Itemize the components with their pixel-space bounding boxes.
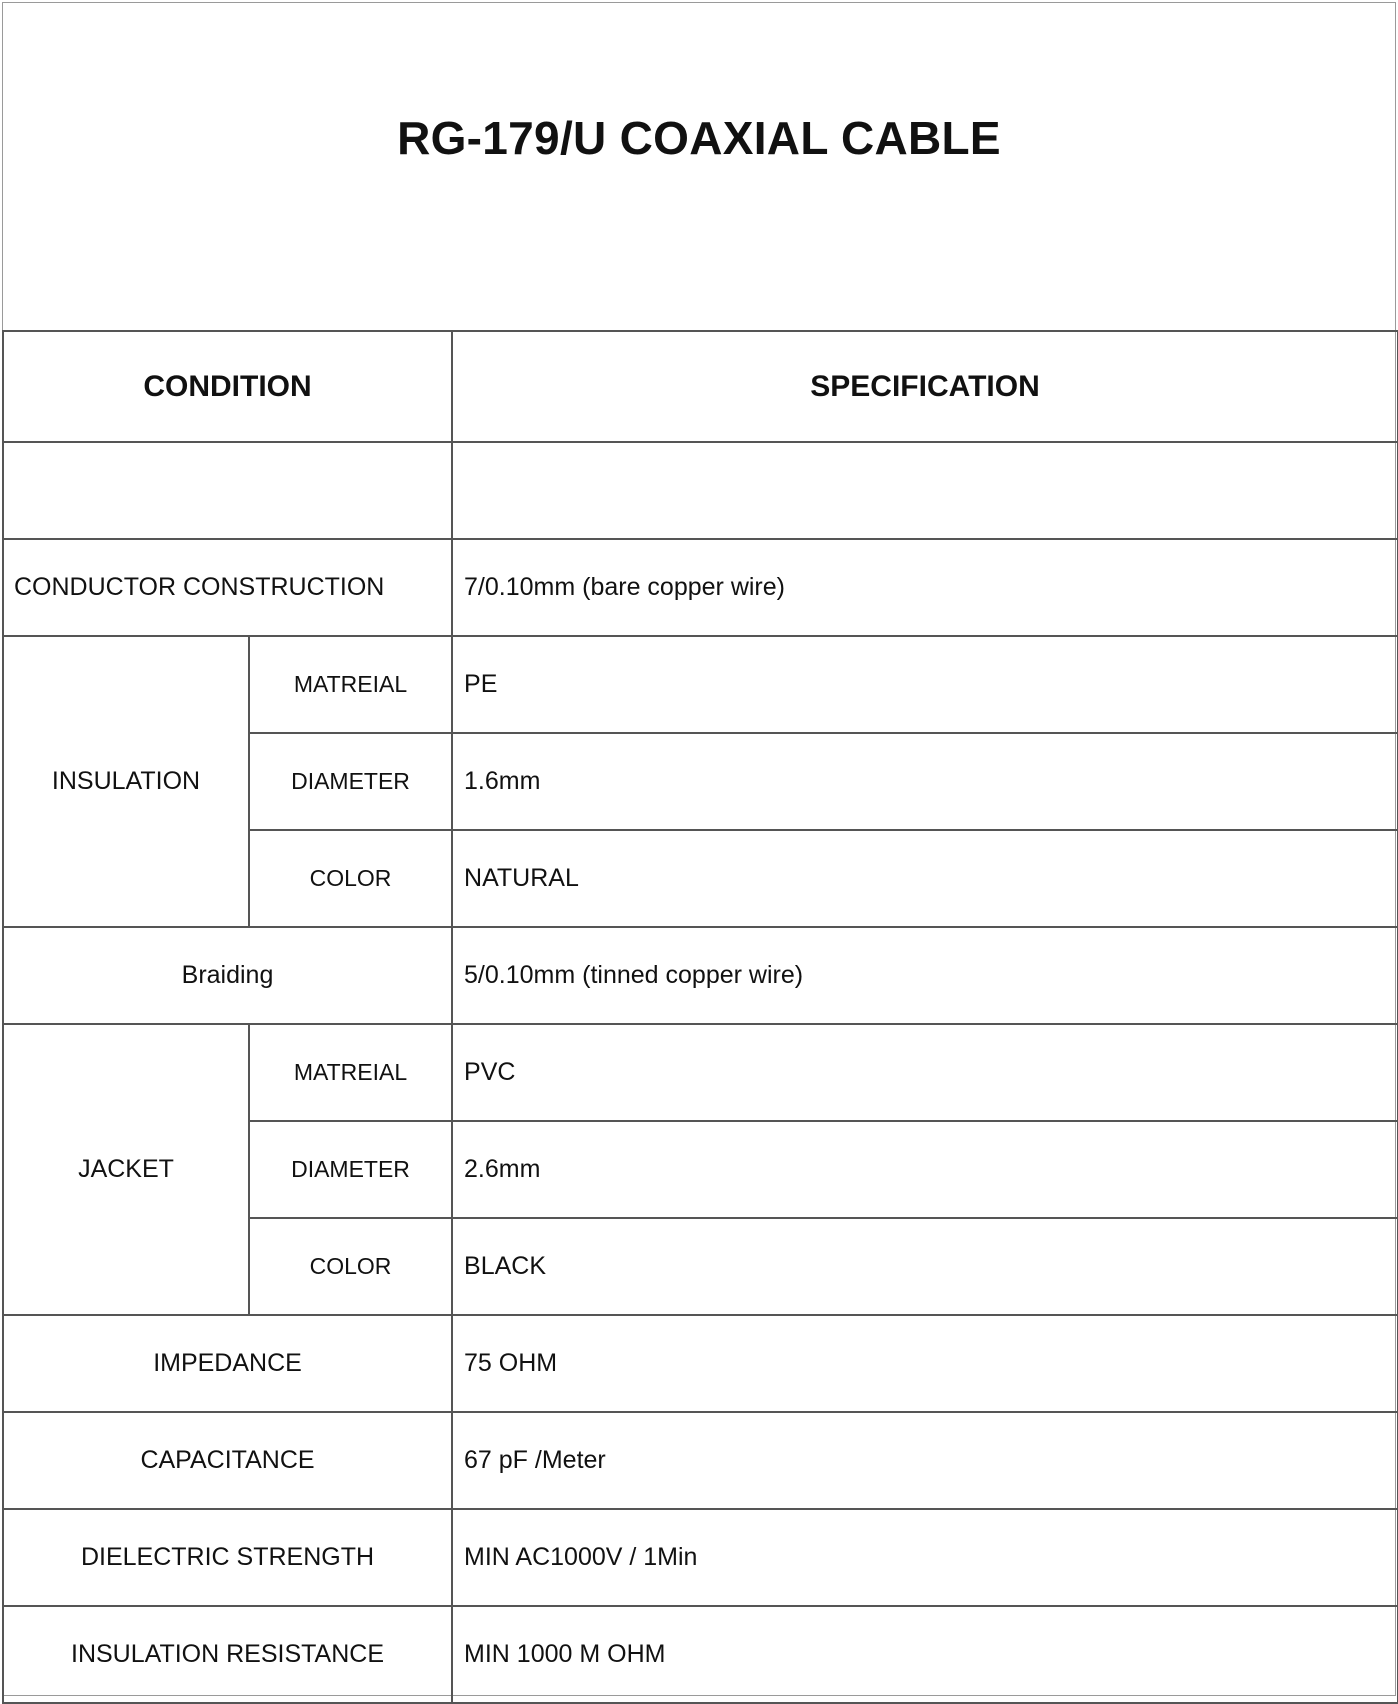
insulation-diameter-value: 1.6mm [452, 733, 1398, 830]
table-row [3, 1024, 1398, 1121]
insulation-material-label: MATREIAL [249, 636, 452, 733]
empty-row [3, 442, 1398, 539]
braiding-label: Braiding [3, 927, 452, 1024]
specification-header: SPECIFICATION [452, 331, 1398, 442]
title-block [3, 3, 1395, 331]
empty-cell [452, 442, 1398, 539]
impedance-label: IMPEDANCE [3, 1315, 452, 1412]
capacitance-value: 67 pF /Meter [452, 1412, 1398, 1509]
jacket-material-value: PVC [452, 1024, 1398, 1121]
table-row [3, 1412, 1398, 1509]
capacitance-label: CAPACITANCE [3, 1412, 452, 1509]
insulation-resistance-value: MIN 1000 M OHM [452, 1606, 1398, 1703]
table-row [3, 539, 1398, 636]
insulation-label: INSULATION [3, 636, 249, 927]
conductor-value: 7/0.10mm (bare copper wire) [452, 539, 1398, 636]
condition-header: CONDITION [3, 331, 452, 442]
jacket-label: JACKET [3, 1024, 249, 1315]
spec-table [2, 330, 1398, 1704]
insulation-diameter-label: DIAMETER [249, 733, 452, 830]
table-header-row [3, 331, 1398, 442]
insulation-material-value: PE [452, 636, 1398, 733]
impedance-value: 75 OHM [452, 1315, 1398, 1412]
table-row [3, 927, 1398, 1024]
table-row [3, 1509, 1398, 1606]
dielectric-strength-value: MIN AC1000V / 1Min [452, 1509, 1398, 1606]
page-title: RG-179/U COAXIAL CABLE [397, 112, 1001, 164]
table-row [3, 1315, 1398, 1412]
jacket-diameter-label: DIAMETER [249, 1121, 452, 1218]
empty-cell [3, 442, 452, 539]
insulation-color-label: COLOR [249, 830, 452, 927]
jacket-color-value: BLACK [452, 1218, 1398, 1315]
jacket-diameter-value: 2.6mm [452, 1121, 1398, 1218]
table-row [3, 636, 1398, 733]
jacket-color-label: COLOR [249, 1218, 452, 1315]
insulation-color-value: NATURAL [452, 830, 1398, 927]
braiding-value: 5/0.10mm (tinned copper wire) [452, 927, 1398, 1024]
conductor-label: CONDUCTOR CONSTRUCTION [3, 539, 452, 636]
insulation-resistance-label: INSULATION RESISTANCE [3, 1606, 452, 1703]
table-row [3, 1606, 1398, 1703]
dielectric-strength-label: DIELECTRIC STRENGTH [3, 1509, 452, 1606]
jacket-material-label: MATREIAL [249, 1024, 452, 1121]
